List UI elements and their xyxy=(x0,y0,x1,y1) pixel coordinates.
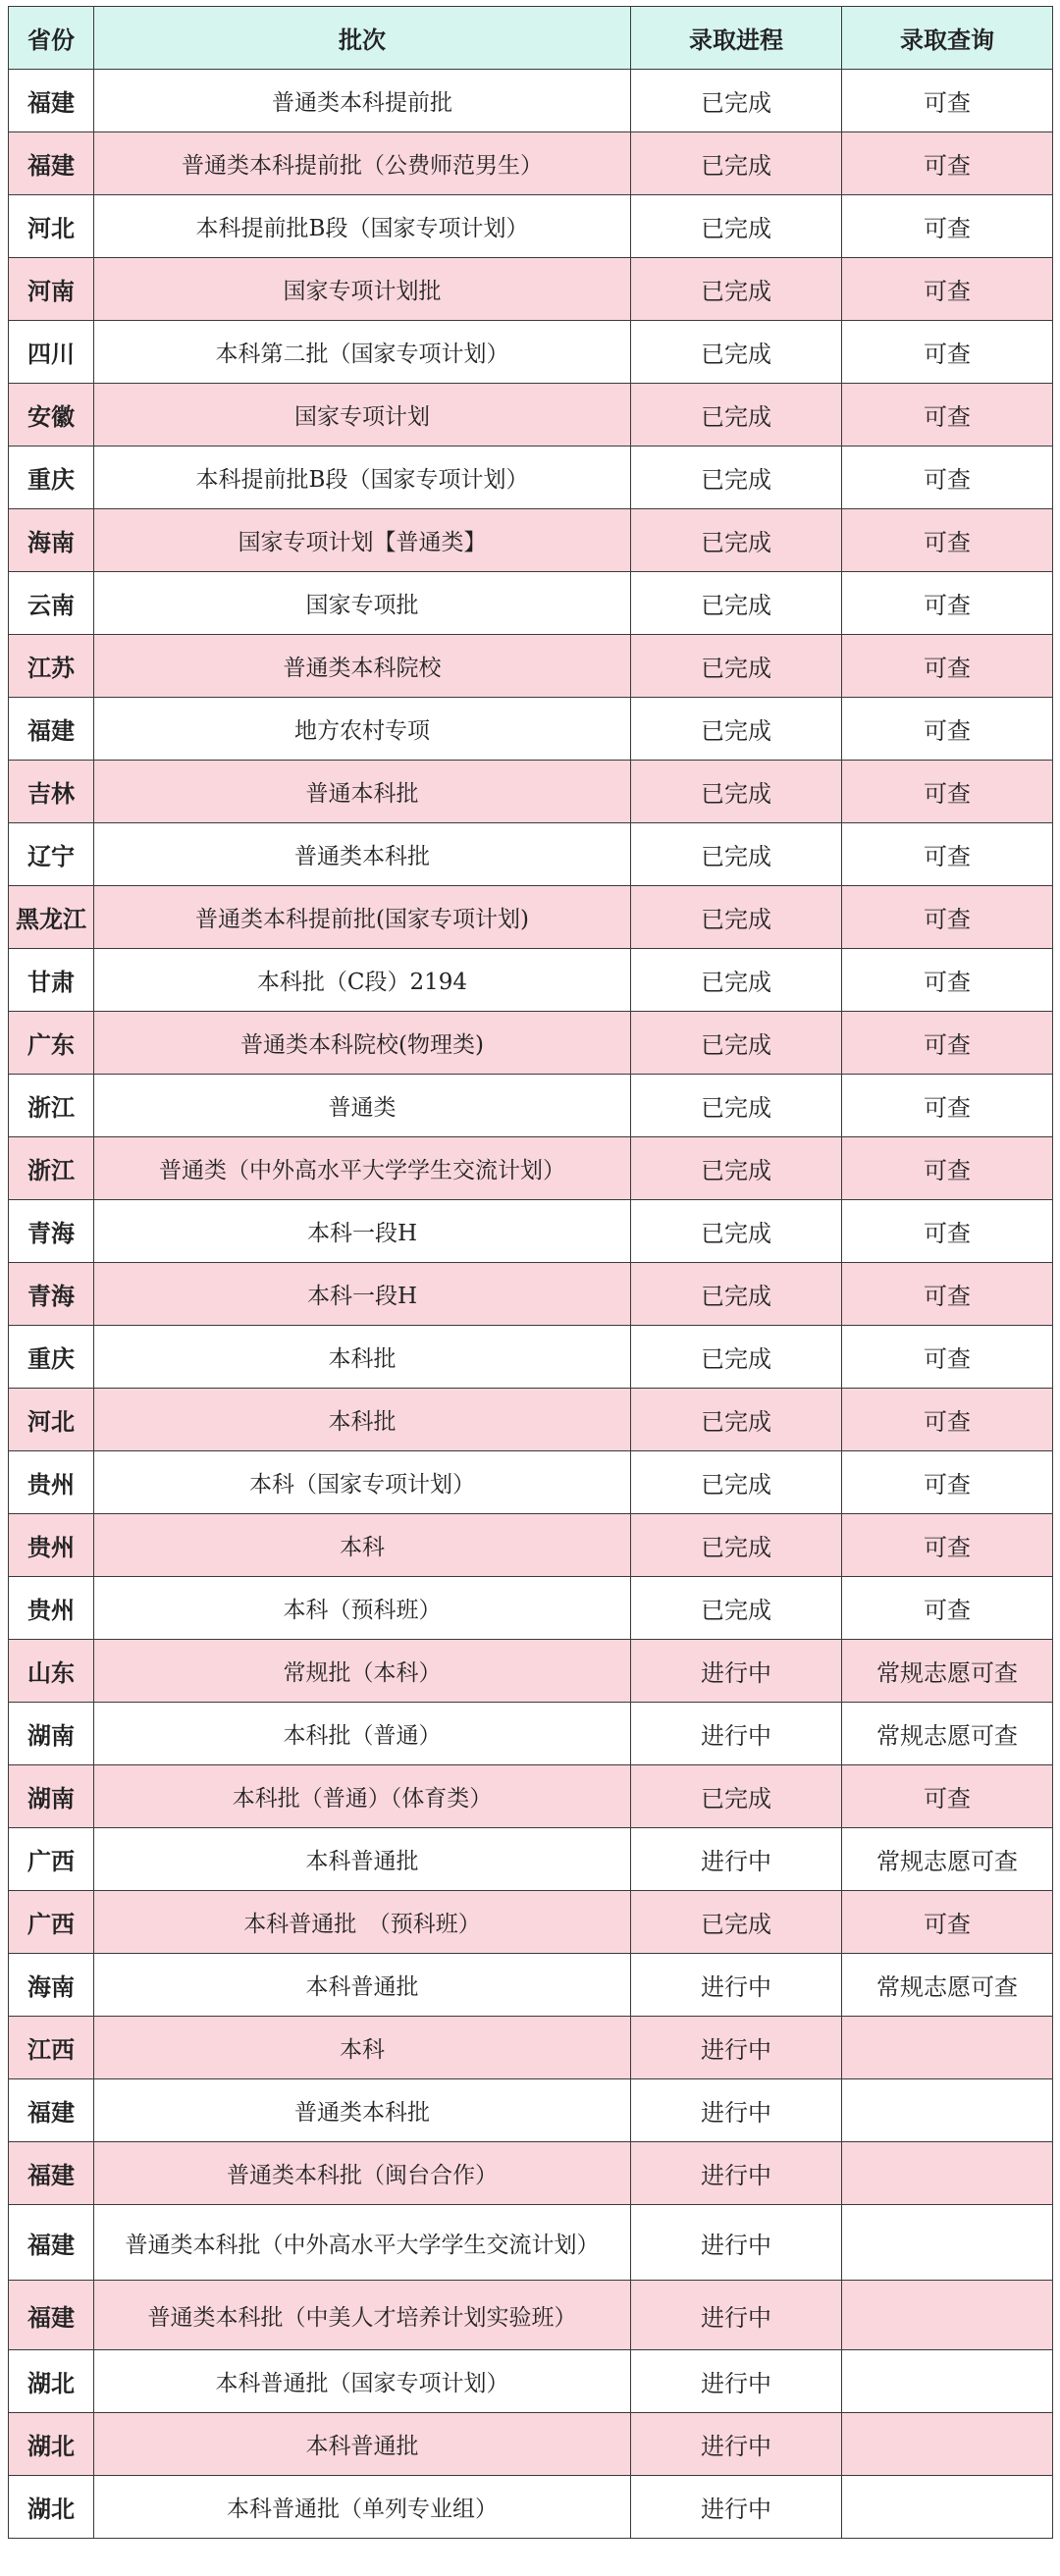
row-batch: 国家专项计划【普通类】 xyxy=(94,509,631,572)
row-progress: 进行中 xyxy=(631,1828,842,1891)
row-query: 可查 xyxy=(842,1451,1053,1514)
row-query: 可查 xyxy=(842,258,1053,321)
row-batch: 本科普通批 xyxy=(94,1954,631,2017)
row-query: 常规志愿可查 xyxy=(842,1703,1053,1765)
row-query xyxy=(842,2350,1053,2413)
row-province: 河北 xyxy=(9,1389,94,1451)
table-body xyxy=(9,70,1053,2539)
row-batch: 普通类（中外高水平大学学生交流计划） xyxy=(94,1137,631,1200)
row-progress: 已完成 xyxy=(631,1137,842,1200)
row-progress: 进行中 xyxy=(631,1703,842,1765)
row-progress: 已完成 xyxy=(631,949,842,1012)
row-progress: 进行中 xyxy=(631,2079,842,2142)
row-query: 可查 xyxy=(842,1514,1053,1577)
row-query: 可查 xyxy=(842,1012,1053,1075)
row-progress: 进行中 xyxy=(631,1954,842,2017)
row-batch: 本科批 xyxy=(94,1389,631,1451)
row-progress: 已完成 xyxy=(631,321,842,384)
table-header-row xyxy=(9,7,1053,70)
header-batch: 批次 xyxy=(94,7,631,70)
row-progress: 已完成 xyxy=(631,698,842,761)
row-progress: 已完成 xyxy=(631,823,842,886)
table-row xyxy=(9,886,1053,949)
row-progress: 已完成 xyxy=(631,132,842,195)
row-progress: 已完成 xyxy=(631,509,842,572)
table-row xyxy=(9,2017,1053,2079)
row-batch: 普通类本科批 xyxy=(94,823,631,886)
row-progress: 已完成 xyxy=(631,886,842,949)
row-query: 可查 xyxy=(842,886,1053,949)
row-query: 可查 xyxy=(842,1200,1053,1263)
table-row xyxy=(9,949,1053,1012)
row-province: 浙江 xyxy=(9,1137,94,1200)
table-row xyxy=(9,1765,1053,1828)
row-batch: 本科提前批B段（国家专项计划） xyxy=(94,447,631,509)
row-batch: 常规批（本科） xyxy=(94,1640,631,1703)
row-province: 福建 xyxy=(9,2281,94,2350)
row-batch: 本科 xyxy=(94,2017,631,2079)
row-batch: 普通类本科批（中外高水平大学学生交流计划） xyxy=(94,2205,631,2281)
row-province: 福建 xyxy=(9,698,94,761)
row-query: 可查 xyxy=(842,1263,1053,1326)
row-province: 广东 xyxy=(9,1012,94,1075)
table-row xyxy=(9,635,1053,698)
table-row xyxy=(9,572,1053,635)
row-query: 可查 xyxy=(842,761,1053,823)
row-progress: 已完成 xyxy=(631,1075,842,1137)
table-row xyxy=(9,1577,1053,1640)
row-batch: 普通类本科批（闽台合作） xyxy=(94,2142,631,2205)
row-batch: 本科一段H xyxy=(94,1263,631,1326)
row-query: 可查 xyxy=(842,1389,1053,1451)
row-query: 可查 xyxy=(842,1891,1053,1954)
row-query xyxy=(842,2079,1053,2142)
row-batch: 本科普通批 xyxy=(94,2413,631,2476)
row-province: 甘肃 xyxy=(9,949,94,1012)
row-batch: 普通类本科提前批 xyxy=(94,70,631,132)
row-progress: 进行中 xyxy=(631,2281,842,2350)
row-batch: 本科批（普通）（体育类） xyxy=(94,1765,631,1828)
row-query: 可查 xyxy=(842,635,1053,698)
row-progress: 已完成 xyxy=(631,1891,842,1954)
row-batch: 普通类本科批 xyxy=(94,2079,631,2142)
row-province: 浙江 xyxy=(9,1075,94,1137)
row-query: 可查 xyxy=(842,384,1053,447)
row-progress: 进行中 xyxy=(631,2413,842,2476)
table-row xyxy=(9,447,1053,509)
header-province: 省份 xyxy=(9,7,94,70)
row-query xyxy=(842,2281,1053,2350)
table-row xyxy=(9,2281,1053,2350)
table-row xyxy=(9,2476,1053,2539)
row-progress: 已完成 xyxy=(631,1200,842,1263)
row-batch: 国家专项批 xyxy=(94,572,631,635)
row-province: 贵州 xyxy=(9,1577,94,1640)
row-batch: 本科（国家专项计划） xyxy=(94,1451,631,1514)
table-row xyxy=(9,2079,1053,2142)
row-province: 安徽 xyxy=(9,384,94,447)
admission-table xyxy=(8,6,1053,2539)
row-province: 吉林 xyxy=(9,761,94,823)
row-province: 湖南 xyxy=(9,1703,94,1765)
row-batch: 本科提前批B段（国家专项计划） xyxy=(94,195,631,258)
table-row xyxy=(9,1012,1053,1075)
row-progress: 已完成 xyxy=(631,1765,842,1828)
row-query: 常规志愿可查 xyxy=(842,1640,1053,1703)
table-row xyxy=(9,321,1053,384)
row-province: 辽宁 xyxy=(9,823,94,886)
row-province: 四川 xyxy=(9,321,94,384)
row-query: 可查 xyxy=(842,132,1053,195)
table-row xyxy=(9,1891,1053,1954)
table-row xyxy=(9,1200,1053,1263)
row-query: 可查 xyxy=(842,447,1053,509)
row-progress: 进行中 xyxy=(631,2142,842,2205)
row-batch: 普通本科批 xyxy=(94,761,631,823)
row-query: 可查 xyxy=(842,509,1053,572)
row-progress: 已完成 xyxy=(631,70,842,132)
header-query: 录取查询 xyxy=(842,7,1053,70)
table-row xyxy=(9,1263,1053,1326)
row-province: 云南 xyxy=(9,572,94,635)
row-progress: 已完成 xyxy=(631,447,842,509)
table-row xyxy=(9,698,1053,761)
table-row xyxy=(9,1828,1053,1891)
row-province: 重庆 xyxy=(9,447,94,509)
row-batch: 普通类本科提前批（公费师范男生） xyxy=(94,132,631,195)
table-row xyxy=(9,1137,1053,1200)
table-row xyxy=(9,2205,1053,2281)
row-province: 湖北 xyxy=(9,2413,94,2476)
table-row xyxy=(9,195,1053,258)
row-province: 福建 xyxy=(9,70,94,132)
row-query xyxy=(842,2476,1053,2539)
row-province: 海南 xyxy=(9,509,94,572)
row-query: 可查 xyxy=(842,698,1053,761)
row-batch: 地方农村专项 xyxy=(94,698,631,761)
row-query xyxy=(842,2413,1053,2476)
row-province: 河南 xyxy=(9,258,94,321)
row-progress: 已完成 xyxy=(631,1326,842,1389)
row-province: 青海 xyxy=(9,1263,94,1326)
row-query: 可查 xyxy=(842,1326,1053,1389)
row-query xyxy=(842,2205,1053,2281)
row-query: 常规志愿可查 xyxy=(842,1828,1053,1891)
table-row xyxy=(9,2413,1053,2476)
table-row xyxy=(9,761,1053,823)
row-province: 湖南 xyxy=(9,1765,94,1828)
row-province: 青海 xyxy=(9,1200,94,1263)
row-progress: 已完成 xyxy=(631,258,842,321)
row-batch: 普通类本科提前批(国家专项计划) xyxy=(94,886,631,949)
row-batch: 本科（预科班） xyxy=(94,1577,631,1640)
row-province: 广西 xyxy=(9,1891,94,1954)
row-batch: 普通类本科批（中美人才培养计划实验班） xyxy=(94,2281,631,2350)
row-province: 福建 xyxy=(9,2205,94,2281)
row-progress: 已完成 xyxy=(631,1451,842,1514)
row-batch: 本科批 xyxy=(94,1326,631,1389)
row-progress: 已完成 xyxy=(631,635,842,698)
row-province: 福建 xyxy=(9,2079,94,2142)
table-row xyxy=(9,1075,1053,1137)
row-query xyxy=(842,2017,1053,2079)
row-batch: 本科一段H xyxy=(94,1200,631,1263)
row-progress: 已完成 xyxy=(631,572,842,635)
row-province: 江苏 xyxy=(9,635,94,698)
row-batch: 普通类本科院校 xyxy=(94,635,631,698)
row-batch: 本科批（普通） xyxy=(94,1703,631,1765)
table-row xyxy=(9,1514,1053,1577)
row-progress: 进行中 xyxy=(631,1640,842,1703)
row-province: 江西 xyxy=(9,2017,94,2079)
row-progress: 已完成 xyxy=(631,1389,842,1451)
row-query: 可查 xyxy=(842,572,1053,635)
row-batch: 本科普通批（单列专业组） xyxy=(94,2476,631,2539)
row-batch: 普通类 xyxy=(94,1075,631,1137)
table-row xyxy=(9,1326,1053,1389)
row-progress: 已完成 xyxy=(631,1514,842,1577)
table-row xyxy=(9,132,1053,195)
row-progress: 已完成 xyxy=(631,1263,842,1326)
row-progress: 进行中 xyxy=(631,2350,842,2413)
row-query: 常规志愿可查 xyxy=(842,1954,1053,2017)
table-row xyxy=(9,2350,1053,2413)
row-batch: 本科普通批 xyxy=(94,1828,631,1891)
table-row xyxy=(9,384,1053,447)
row-query xyxy=(842,2142,1053,2205)
table-row xyxy=(9,1451,1053,1514)
row-province: 贵州 xyxy=(9,1451,94,1514)
row-progress: 进行中 xyxy=(631,2476,842,2539)
table-row xyxy=(9,1703,1053,1765)
row-progress: 已完成 xyxy=(631,1577,842,1640)
row-progress: 已完成 xyxy=(631,384,842,447)
table-row xyxy=(9,70,1053,132)
row-query: 可查 xyxy=(842,1075,1053,1137)
row-progress: 进行中 xyxy=(631,2017,842,2079)
table-row xyxy=(9,1954,1053,2017)
row-progress: 进行中 xyxy=(631,2205,842,2281)
row-province: 黑龙江 xyxy=(9,886,94,949)
row-batch: 国家专项计划批 xyxy=(94,258,631,321)
row-province: 福建 xyxy=(9,2142,94,2205)
row-query: 可查 xyxy=(842,70,1053,132)
row-batch: 本科第二批（国家专项计划） xyxy=(94,321,631,384)
row-province: 广西 xyxy=(9,1828,94,1891)
row-province: 河北 xyxy=(9,195,94,258)
table-row xyxy=(9,1389,1053,1451)
row-province: 湖北 xyxy=(9,2350,94,2413)
row-query: 可查 xyxy=(842,195,1053,258)
row-province: 山东 xyxy=(9,1640,94,1703)
row-province: 湖北 xyxy=(9,2476,94,2539)
row-progress: 已完成 xyxy=(631,1012,842,1075)
header-progress: 录取进程 xyxy=(631,7,842,70)
row-batch: 普通类本科院校(物理类) xyxy=(94,1012,631,1075)
row-query: 可查 xyxy=(842,1137,1053,1200)
table-row xyxy=(9,823,1053,886)
row-province: 海南 xyxy=(9,1954,94,2017)
row-progress: 已完成 xyxy=(631,195,842,258)
row-query: 可查 xyxy=(842,823,1053,886)
row-query: 可查 xyxy=(842,1577,1053,1640)
table-row xyxy=(9,258,1053,321)
row-query: 可查 xyxy=(842,1765,1053,1828)
table-row xyxy=(9,509,1053,572)
table-row xyxy=(9,1640,1053,1703)
row-batch: 国家专项计划 xyxy=(94,384,631,447)
row-batch: 本科普通批 （预科班） xyxy=(94,1891,631,1954)
table-row xyxy=(9,2142,1053,2205)
row-province: 福建 xyxy=(9,132,94,195)
row-batch: 本科 xyxy=(94,1514,631,1577)
row-query: 可查 xyxy=(842,949,1053,1012)
row-province: 贵州 xyxy=(9,1514,94,1577)
row-batch: 本科批（C段）2194 xyxy=(94,949,631,1012)
row-progress: 已完成 xyxy=(631,761,842,823)
row-province: 重庆 xyxy=(9,1326,94,1389)
row-query: 可查 xyxy=(842,321,1053,384)
row-batch: 本科普通批（国家专项计划） xyxy=(94,2350,631,2413)
